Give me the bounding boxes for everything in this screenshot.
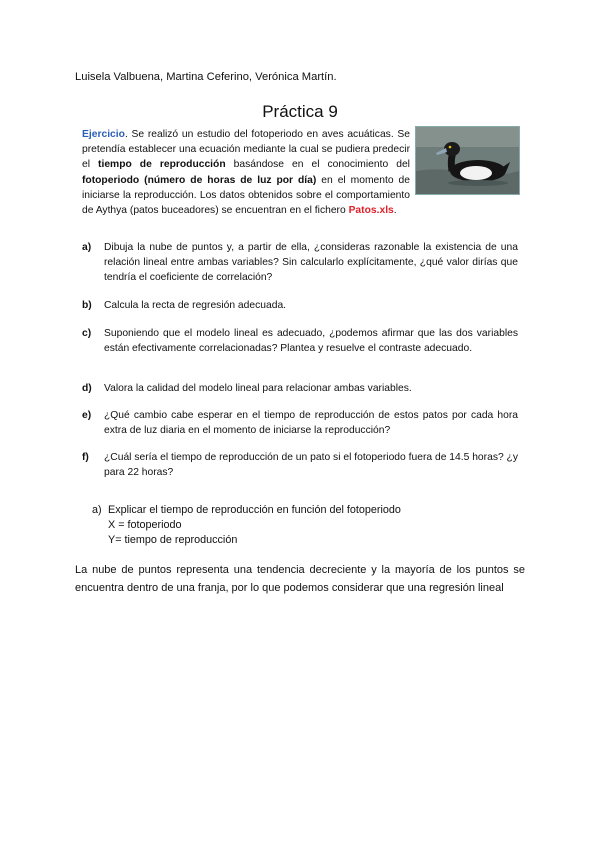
answer-line-2: X = fotoperiodo: [108, 519, 182, 531]
exercise-label: Ejercicio: [82, 129, 125, 140]
exercise-text-4: .: [393, 205, 397, 217]
file-name: Patos.xls: [348, 205, 394, 217]
question-label: a): [82, 242, 92, 253]
question-text: Suponiendo que el modelo lineal es adecuado, ¿podemos afirmar que las dos variables están efectivamente correlacionadas? Plantea y resuelve el contraste adecuado.: [104, 328, 518, 355]
answer-line-3: Y= tiempo de reproducción: [108, 534, 238, 546]
exercise-bold-2: fotoperiodo (número de horas de luz por día): [82, 174, 317, 186]
question-label: b): [82, 300, 92, 311]
answer-lines: [108, 503, 401, 548]
question-label: e): [82, 410, 92, 421]
exercise-text-3: en el momento de iniciarse la reproducción. Los datos obtenidos sobre el comportamiento de Aythya (patos buceadores) se encuentran en el fichero: [82, 174, 410, 217]
authors-line: Luisela Valbuena, Martina Ceferino, Verónica Martín.: [75, 71, 337, 83]
question-label: f): [82, 452, 89, 463]
question-text: ¿Qué cambio cabe esperar en el tiempo de reproducción de estos patos por cada hora extra de luz diaria en el momento de iniciarse la reproducción?: [104, 410, 518, 437]
answer-label: a): [92, 504, 102, 516]
exercise-statement: [82, 127, 520, 218]
question-label: c): [82, 328, 92, 339]
exercise-text-1: . Se realizó un estudio del fotoperiodo en aves acuáticas. Se pretendía establecer una ecuación mediante la cual se pudiera predecir el: [82, 129, 410, 171]
question-text: ¿Cuál sería el tiempo de reproducción de un pato si el fotoperiodo fuera de 14.5 horas? ¿y para 22 horas?: [104, 452, 518, 479]
page-title: Práctica 9: [262, 102, 338, 121]
exercise-text-2: basándose en el conocimiento del: [225, 159, 410, 171]
question-text: Dibuja la nube de puntos y, a partir de ella, ¿consideras razonable la existencia de una relación lineal entre ambas variables? Sin calcularlo explícitamente, ¿qué valor dirías que tendría el coeficiente de correlación?: [104, 242, 518, 284]
answer-line-1: Explicar el tiempo de reproducción en función del fotoperiodo: [108, 504, 401, 516]
answer-paragraph: La nube de puntos representa una tendencia decreciente y la mayoría de los puntos se encuentra dentro de una franja, por lo que podemos considerar que una regresión lineal: [75, 564, 525, 594]
exercise-bold-1: tiempo de reproducción: [98, 159, 226, 171]
question-text: Valora la calidad del modelo lineal para relacionar ambas variables.: [104, 383, 412, 394]
question-text: Calcula la recta de regresión adecuada.: [104, 300, 287, 311]
question-label: d): [82, 383, 92, 394]
